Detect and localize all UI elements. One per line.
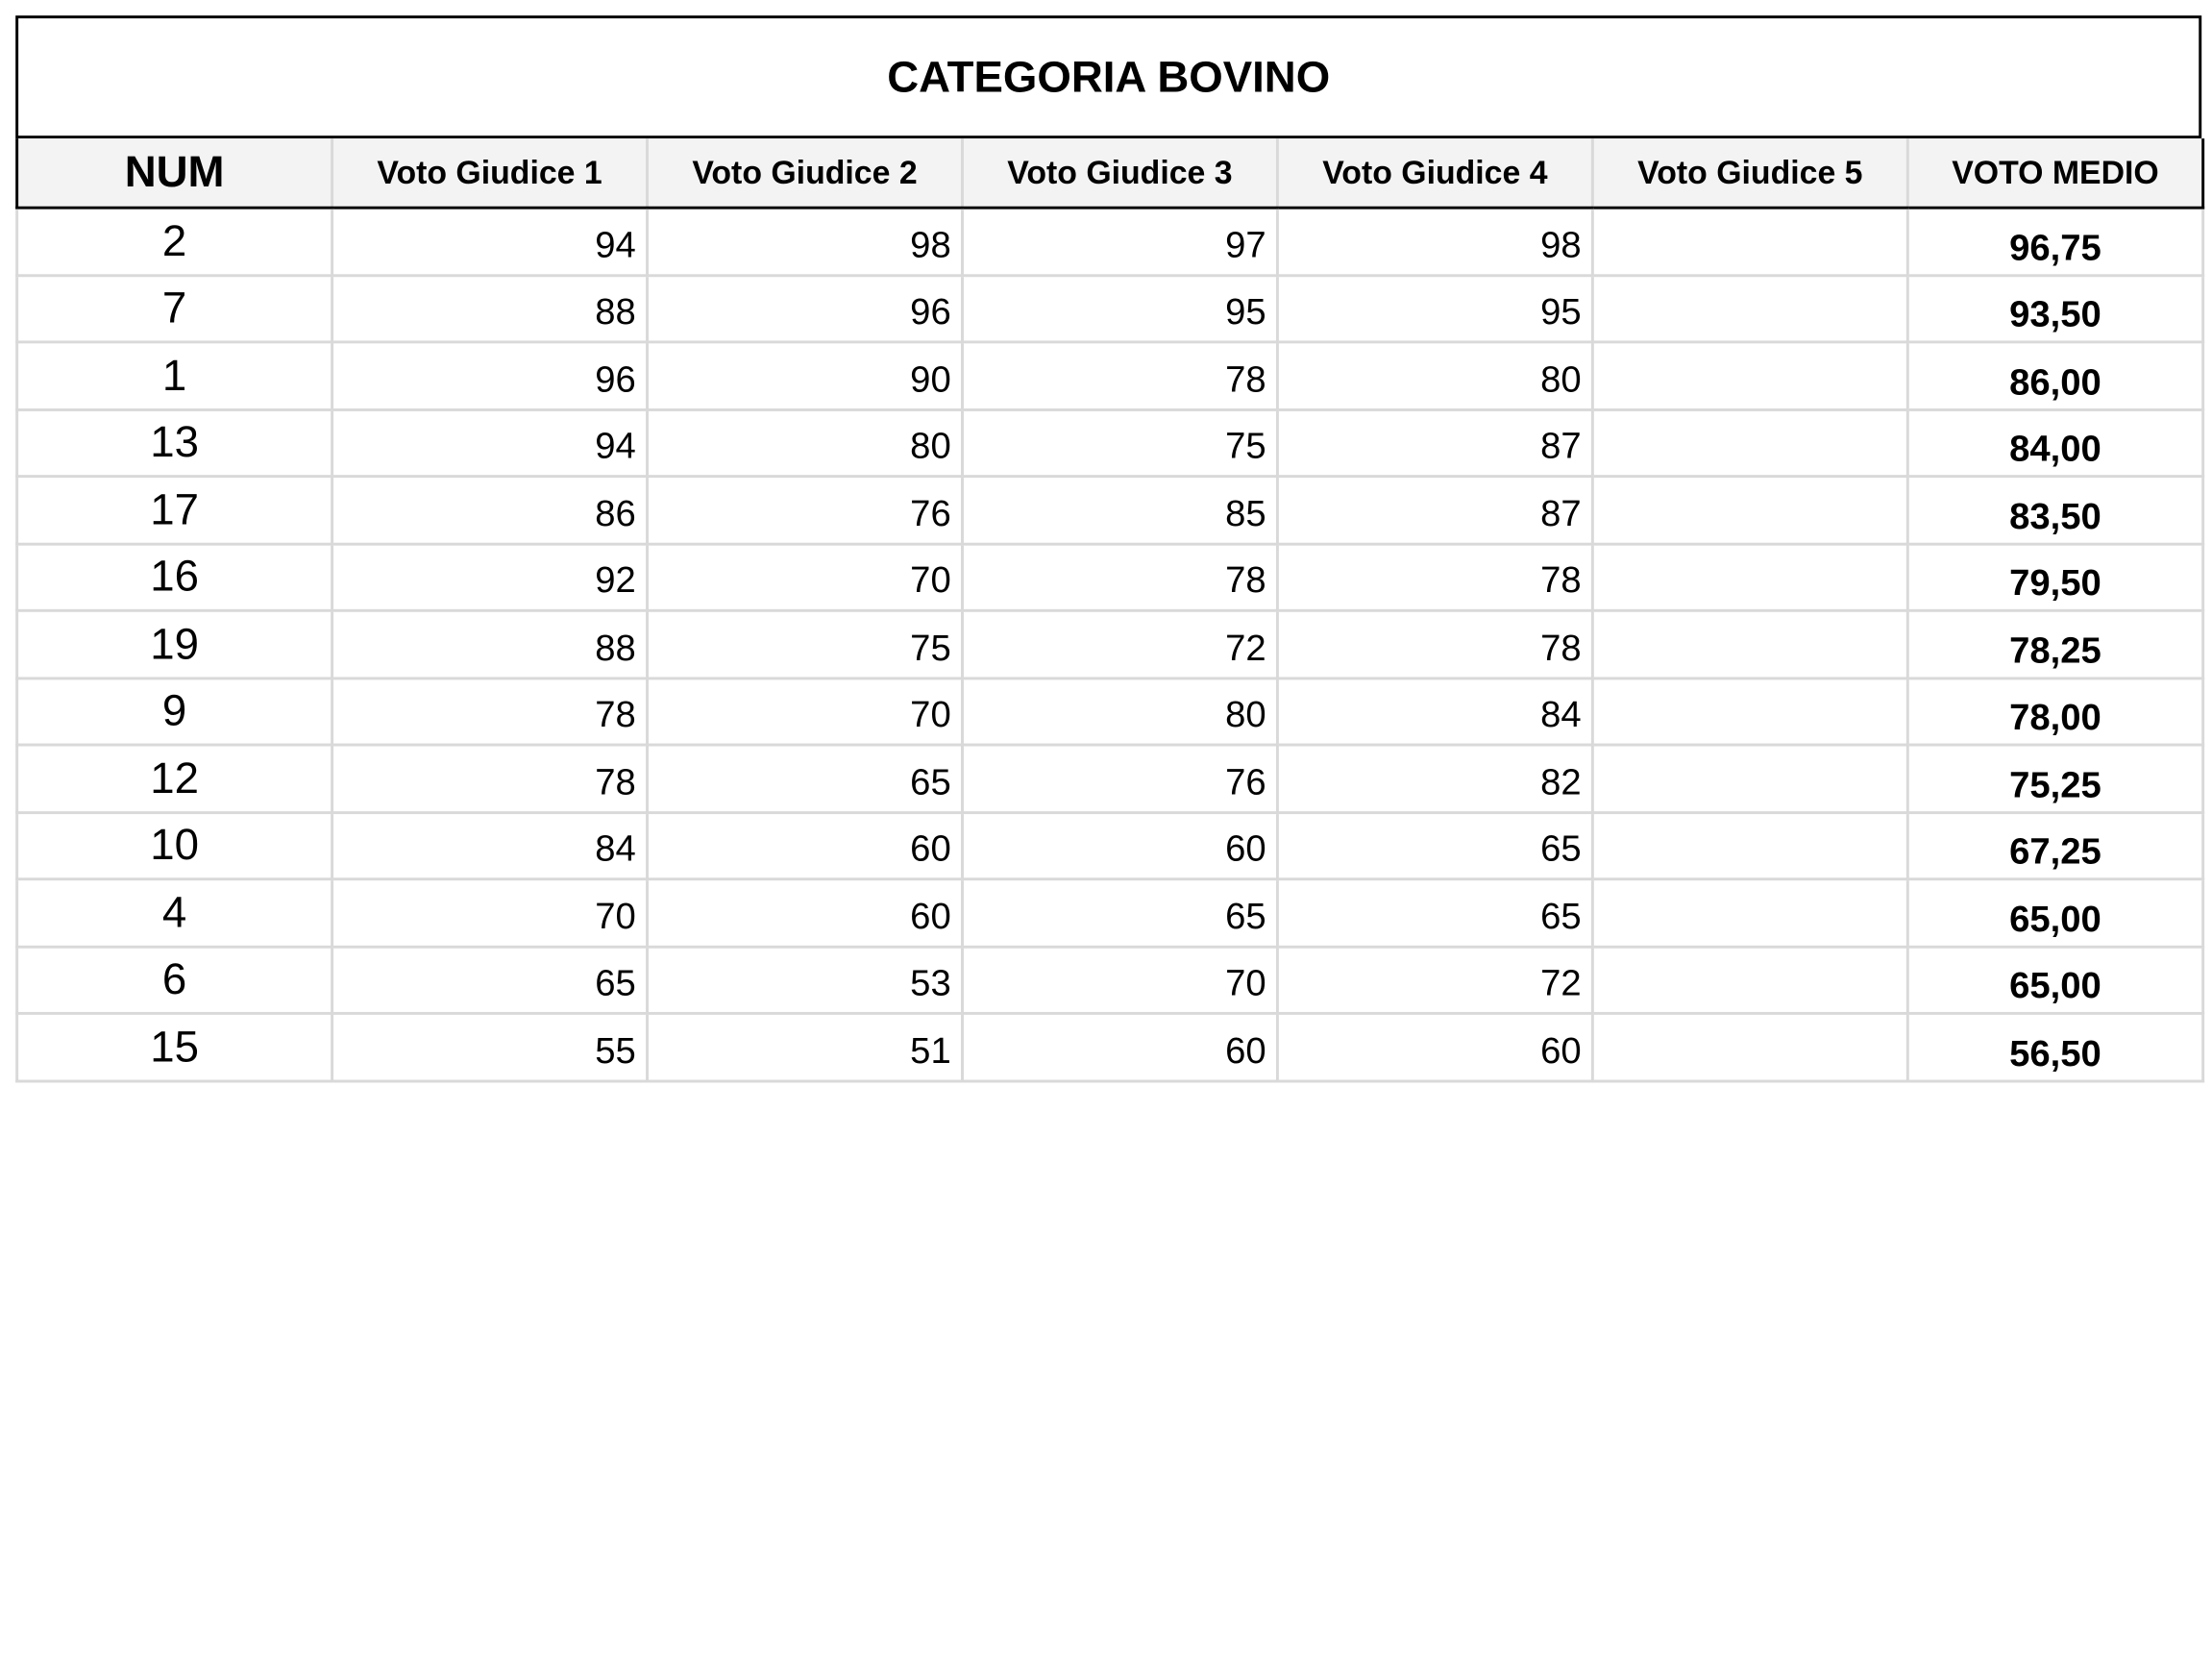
cell-judge-2[interactable]: 96 xyxy=(648,275,963,342)
cell-judge-3[interactable]: 72 xyxy=(962,610,1277,678)
cell-judge-1[interactable]: 70 xyxy=(332,879,648,947)
cell-average[interactable]: 78,00 xyxy=(1907,678,2202,745)
cell-judge-4[interactable]: 72 xyxy=(1277,947,1592,1014)
table-row xyxy=(17,1013,2203,1080)
cell-num[interactable]: 6 xyxy=(17,947,332,1014)
cell-judge-4[interactable]: 78 xyxy=(1277,543,1592,610)
cell-judge-5[interactable] xyxy=(1592,477,1907,544)
table-title[interactable]: CATEGORIA BOVINO xyxy=(15,15,2201,138)
cell-judge-3[interactable]: 80 xyxy=(962,678,1277,745)
cell-judge-2[interactable]: 60 xyxy=(648,812,963,879)
table-row xyxy=(17,879,2203,947)
table-row xyxy=(17,409,2203,477)
cell-num[interactable]: 10 xyxy=(17,812,332,879)
cell-judge-4[interactable]: 65 xyxy=(1277,812,1592,879)
column-header-judge-4[interactable]: Voto Giudice 4 xyxy=(1277,138,1592,208)
cell-judge-1[interactable]: 88 xyxy=(332,275,648,342)
cell-judge-1[interactable]: 94 xyxy=(332,409,648,477)
cell-judge-3[interactable]: 85 xyxy=(962,477,1277,544)
cell-num[interactable]: 13 xyxy=(17,409,332,477)
cell-judge-4[interactable]: 87 xyxy=(1277,409,1592,477)
cell-judge-2[interactable]: 90 xyxy=(648,342,963,409)
table-row xyxy=(17,610,2203,678)
table-row xyxy=(17,342,2203,409)
cell-judge-1[interactable]: 84 xyxy=(332,812,648,879)
cell-average[interactable]: 84,00 xyxy=(1907,409,2202,477)
cell-average[interactable]: 56,50 xyxy=(1907,1013,2202,1080)
table-row xyxy=(17,947,2203,1014)
cell-judge-5[interactable] xyxy=(1592,745,1907,812)
cell-num[interactable]: 2 xyxy=(17,208,332,275)
table-row xyxy=(17,477,2203,544)
cell-num[interactable]: 19 xyxy=(17,610,332,678)
column-header-judge-1[interactable]: Voto Giudice 1 xyxy=(332,138,648,208)
cell-judge-5[interactable] xyxy=(1592,879,1907,947)
table-body xyxy=(17,208,2203,1080)
cell-judge-2[interactable]: 51 xyxy=(648,1013,963,1080)
cell-judge-4[interactable]: 95 xyxy=(1277,275,1592,342)
cell-average[interactable]: 67,25 xyxy=(1907,812,2202,879)
cell-judge-3[interactable]: 76 xyxy=(962,745,1277,812)
cell-average[interactable]: 93,50 xyxy=(1907,275,2202,342)
cell-judge-2[interactable]: 70 xyxy=(648,678,963,745)
cell-judge-2[interactable]: 98 xyxy=(648,208,963,275)
cell-judge-4[interactable]: 82 xyxy=(1277,745,1592,812)
cell-judge-2[interactable]: 60 xyxy=(648,879,963,947)
cell-judge-3[interactable]: 65 xyxy=(962,879,1277,947)
cell-judge-1[interactable]: 94 xyxy=(332,208,648,275)
cell-judge-3[interactable]: 95 xyxy=(962,275,1277,342)
cell-judge-1[interactable]: 78 xyxy=(332,745,648,812)
table-container xyxy=(15,15,2201,1082)
cell-judge-5[interactable] xyxy=(1592,947,1907,1014)
cell-judge-5[interactable] xyxy=(1592,208,1907,275)
cell-judge-5[interactable] xyxy=(1592,812,1907,879)
header-row xyxy=(17,138,2203,208)
cell-num[interactable]: 12 xyxy=(17,745,332,812)
cell-judge-2[interactable]: 76 xyxy=(648,477,963,544)
column-header-judge-2[interactable]: Voto Giudice 2 xyxy=(648,138,963,208)
cell-judge-5[interactable] xyxy=(1592,409,1907,477)
cell-num[interactable]: 9 xyxy=(17,678,332,745)
column-header-average[interactable]: VOTO MEDIO xyxy=(1907,138,2202,208)
cell-judge-5[interactable] xyxy=(1592,342,1907,409)
cell-judge-5[interactable] xyxy=(1592,275,1907,342)
cell-judge-5[interactable] xyxy=(1592,1013,1907,1080)
cell-judge-3[interactable]: 70 xyxy=(962,947,1277,1014)
cell-judge-1[interactable]: 78 xyxy=(332,678,648,745)
table-row xyxy=(17,812,2203,879)
cell-judge-3[interactable]: 78 xyxy=(962,543,1277,610)
cell-average[interactable]: 65,00 xyxy=(1907,879,2202,947)
cell-judge-2[interactable]: 80 xyxy=(648,409,963,477)
cell-judge-4[interactable]: 80 xyxy=(1277,342,1592,409)
cell-judge-5[interactable] xyxy=(1592,543,1907,610)
table-row xyxy=(17,745,2203,812)
cell-judge-2[interactable]: 65 xyxy=(648,745,963,812)
cell-num[interactable]: 16 xyxy=(17,543,332,610)
cell-judge-5[interactable] xyxy=(1592,610,1907,678)
table-row xyxy=(17,275,2203,342)
cell-judge-1[interactable]: 55 xyxy=(332,1013,648,1080)
cell-average[interactable]: 86,00 xyxy=(1907,342,2202,409)
cell-num[interactable]: 4 xyxy=(17,879,332,947)
cell-num[interactable]: 15 xyxy=(17,1013,332,1080)
cell-judge-4[interactable]: 84 xyxy=(1277,678,1592,745)
cell-judge-1[interactable]: 88 xyxy=(332,610,648,678)
cell-judge-3[interactable]: 75 xyxy=(962,409,1277,477)
cell-judge-4[interactable]: 87 xyxy=(1277,477,1592,544)
cell-average[interactable]: 78,25 xyxy=(1907,610,2202,678)
cell-judge-1[interactable]: 65 xyxy=(332,947,648,1014)
cell-judge-3[interactable]: 60 xyxy=(962,812,1277,879)
cell-judge-4[interactable]: 65 xyxy=(1277,879,1592,947)
cell-judge-2[interactable]: 75 xyxy=(648,610,963,678)
cell-judge-5[interactable] xyxy=(1592,678,1907,745)
cell-judge-4[interactable]: 98 xyxy=(1277,208,1592,275)
table-row xyxy=(17,208,2203,275)
column-header-num[interactable]: NUM xyxy=(17,138,332,208)
cell-num[interactable]: 1 xyxy=(17,342,332,409)
cell-average[interactable]: 79,50 xyxy=(1907,543,2202,610)
cell-judge-4[interactable]: 60 xyxy=(1277,1013,1592,1080)
cell-judge-3[interactable]: 97 xyxy=(962,208,1277,275)
column-header-judge-5[interactable]: Voto Giudice 5 xyxy=(1592,138,1907,208)
table-row xyxy=(17,543,2203,610)
cell-judge-2[interactable]: 53 xyxy=(648,947,963,1014)
cell-judge-1[interactable]: 92 xyxy=(332,543,648,610)
cell-judge-1[interactable]: 96 xyxy=(332,342,648,409)
scores-table xyxy=(15,138,2204,1082)
cell-num[interactable]: 7 xyxy=(17,275,332,342)
cell-average[interactable]: 83,50 xyxy=(1907,477,2202,544)
cell-judge-2[interactable]: 70 xyxy=(648,543,963,610)
column-header-judge-3[interactable]: Voto Giudice 3 xyxy=(962,138,1277,208)
cell-judge-3[interactable]: 60 xyxy=(962,1013,1277,1080)
cell-num[interactable]: 17 xyxy=(17,477,332,544)
cell-average[interactable]: 65,00 xyxy=(1907,947,2202,1014)
table-row xyxy=(17,678,2203,745)
cell-average[interactable]: 96,75 xyxy=(1907,208,2202,275)
cell-judge-3[interactable]: 78 xyxy=(962,342,1277,409)
cell-judge-4[interactable]: 78 xyxy=(1277,610,1592,678)
cell-judge-1[interactable]: 86 xyxy=(332,477,648,544)
cell-average[interactable]: 75,25 xyxy=(1907,745,2202,812)
